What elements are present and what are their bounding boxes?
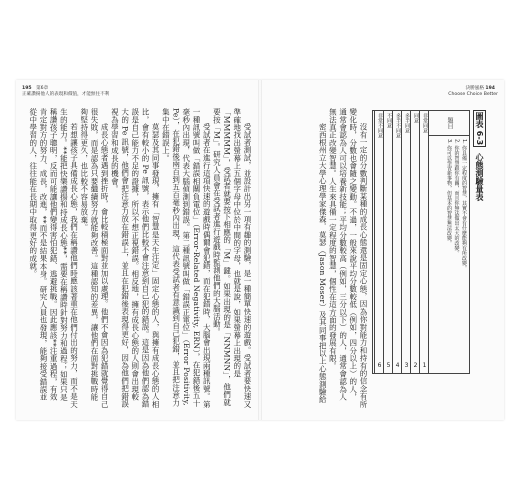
question-item: 2. 你的智慧跟你有關，而且你無法做出太大的改變。 — [453, 139, 460, 256]
paragraph: 受試者在進行這項快速的遊戲時偶爾會犯錯，而在犯錯時，大腦會出現兩種訊號。第一種訊號叫做「錯誤相關負電位」（Error-Related Negativity, ERN），在犯錯後五十毫秒內出現，代表大腦偵測到錯誤。第二種訊號叫做「錯誤正電位」（Error Positivity, Pe），在犯錯後兩百到五百毫秒內出現，這代表受試者有意識到自己犯錯，並且把注意力集中在錯誤上。 — [161, 108, 212, 408]
option-label: 多半不同意 — [395, 113, 401, 138]
right-subtitle: Choose Choice Better — [448, 92, 498, 97]
option-column — [410, 111, 420, 373]
table-title — [473, 110, 486, 201]
option-column — [374, 111, 384, 373]
option-number: 6 — [377, 362, 382, 369]
question-item: 3. 你可以學習新事物，但基本的智慧無法改變。 — [446, 139, 452, 246]
right-series-title: 決勝風格 — [465, 86, 484, 91]
left-page-header — [22, 86, 109, 98]
paragraph: 受試者測試，並設計出另一項有趣的測驗，是一種簡單快速的遊戲。受試者要快速又準確地找出螢幕上五個字母中位於中間的字母，也就是說，如果螢幕上出現的是「MMMMM」，受試者就要按下相應的「M」鍵。如果出現的是「NNMNN」，他們就要按「M」。研究人員會在受試者進行遊戲時監測他們的大腦活動。 — [212, 108, 252, 408]
right-page-number: 194 — [485, 86, 495, 91]
table-title-text: 心態測驗量表 — [475, 153, 484, 202]
book-gutter — [258, 80, 262, 420]
right-page-text — [268, 108, 368, 408]
option-number: 3 — [404, 362, 409, 369]
option-label: 非常同意 — [422, 113, 428, 133]
mindset-table — [372, 110, 490, 372]
question-header: 題目 — [429, 111, 469, 136]
option-label: 不同意 — [386, 113, 392, 128]
paragraph: 密西根州立大學心理學家傑森．莫瑟（Jason Moser）及其同事把以上心態測驗給 — [318, 123, 328, 404]
left-page-text — [28, 108, 252, 408]
option-number: 2 — [413, 362, 418, 369]
option-label: 非常不同意 — [377, 113, 383, 138]
question-list — [431, 139, 467, 367]
option-number: 4 — [395, 362, 400, 369]
option-column — [383, 111, 393, 373]
option-column — [401, 111, 411, 373]
option-label: 多半同意 — [404, 113, 410, 133]
paragraph: 莫瑟及其同事發現，擁有「智慧是天生注定」固定心態的人，與擁有成長心態的人相比，會有較小的 Pe 訊號，表示他們比較不會注意到自己犯的錯誤。這是因為他們認為錯誤是自己能力不足的證據，所以不想正視錯誤。相反地，擁有成長心態的人則會出現較大的 Pe 訊號，他們會把注意力放在錯誤上，並且在犯錯後表現得更好，因為他們把錯誤視為學習和成長的機會。 — [110, 108, 161, 408]
table-grid — [372, 110, 470, 374]
paragraph: 若想讓孩子具備成長心態，我們在稱讚他們時應該著重在他們付出的努力，而不是天生的能力。**能把快樂讚揚和持成長心態**，需要在稱讚時針對努力和過程；如果只是稱讚孩子聰明，反而可能讓他們變得害怕犯錯、逃避挑戰。因此應該**注重過程，有效肯定對方的努力、成長，改進，**而不是結果本身。研究人員也發現，能夠接受錯誤並從中學習的人，往往能在長期中取得更好的成就。 — [28, 108, 79, 408]
option-column — [392, 111, 402, 373]
question-item: 1. 你具備一定程度的智慧，其實不會有什麼能夠有所改變。 — [461, 139, 467, 271]
paragraph: 成長心態者遇到挫折時，會比較積極面對並加以處理。他們不會因為犯錯就覺得自己很失敗，而是認為只要繼續努力就能夠改善。這種認知的差異，讓他們在面對挑戰時能夠堅持得更久，也比較不容易放棄。 — [79, 108, 110, 408]
left-chapter-title: 正確讚揚他人的表現和價值，才能無往不利 — [22, 92, 110, 97]
paragraph: 沒有一定的分數判斷某種的成長心態還是固定心態，因為你對能力和持有的信念有所變化時，分數也會隨之變動。不過，一般來說平均分數較低（例如，四分以上）的人，通常會認為人可以培養新技能；平均分數較高（例如，三分以下）的人，通常會認為人無法真正改變智慧。人生來具備一定程度的智慧，個性在這方面的發展有限。 — [328, 108, 368, 408]
option-column — [419, 111, 429, 373]
left-page-number: 195 — [22, 86, 32, 91]
question-column — [428, 111, 469, 373]
option-number: 5 — [386, 362, 391, 369]
right-page-header — [448, 86, 498, 98]
option-number: 1 — [422, 362, 427, 369]
table-tag: 圖表 6-3 — [475, 112, 484, 146]
option-label: 同意 — [413, 113, 419, 123]
left-chapter-label: 第6章 — [36, 86, 49, 91]
